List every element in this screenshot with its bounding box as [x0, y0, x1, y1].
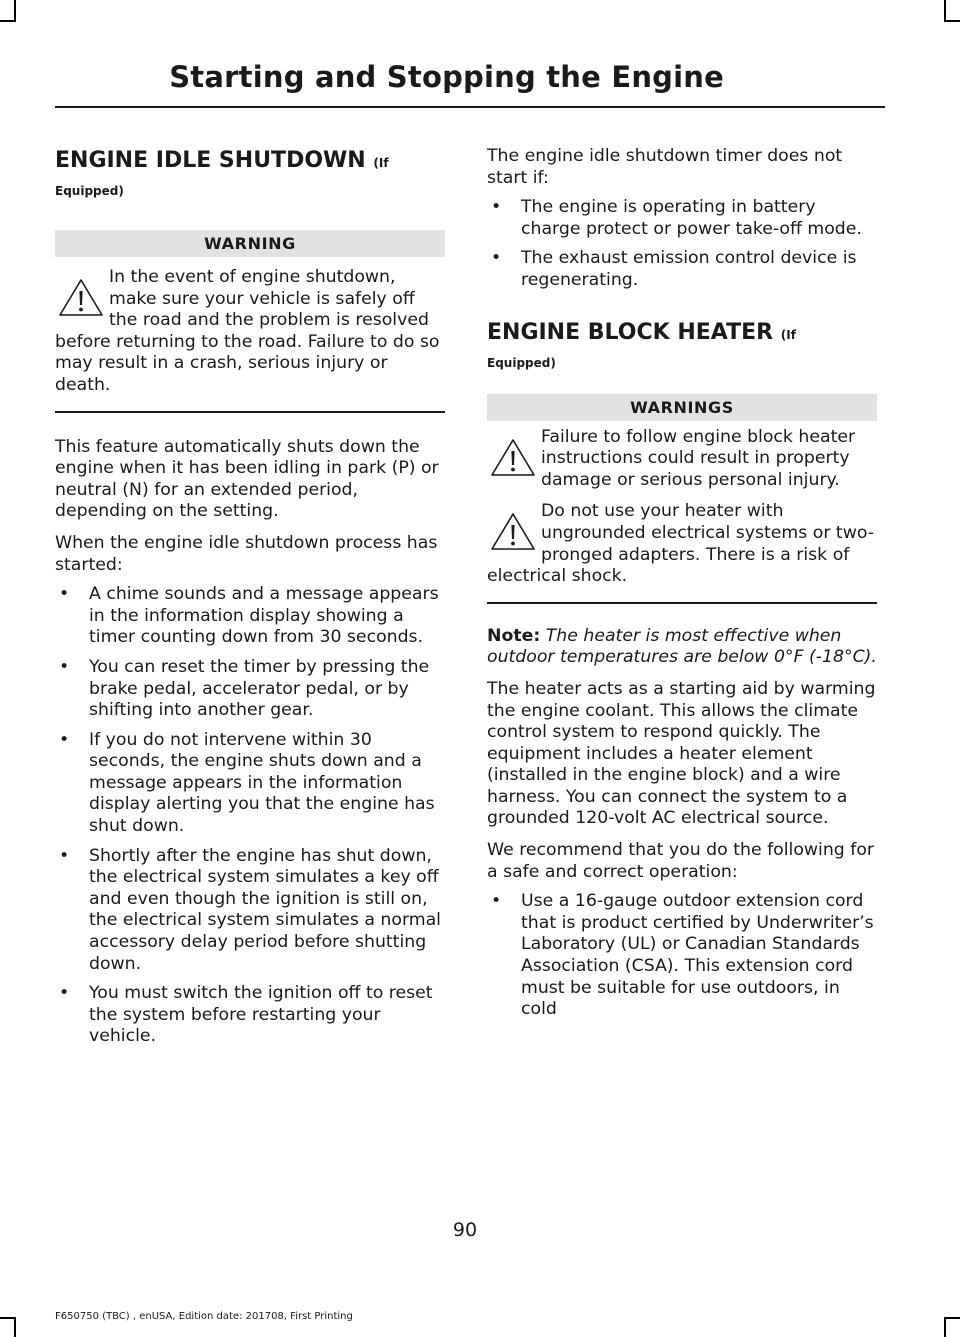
- list-item: [487, 248, 877, 291]
- header-divider: [55, 106, 885, 108]
- list-item-text: You must switch the ignition off to reset the system before restarting your vehicle.: [89, 983, 433, 1047]
- warning-end-rule: [55, 411, 445, 413]
- crop-mark: [0, 1317, 16, 1319]
- section-title-text: ENGINE IDLE SHUTDOWN: [55, 148, 366, 173]
- crop-mark: [944, 1317, 946, 1337]
- note-label: Note:: [487, 625, 541, 646]
- warning-triangle-icon: [489, 511, 537, 553]
- note-text: The heater is most effective when outdoor temperatures are below 0°F (-18°C).: [487, 625, 877, 668]
- warning-box: [487, 501, 877, 587]
- warning-text: Do not use your heater with ungrounded electrical systems or two-pronged adapters. There is a risk of electrical shock.: [487, 501, 874, 587]
- body-paragraph: This feature automatically shuts down the engine when it has been idling in park (P) or neutral (N) for an extended period, depending on the setting.: [55, 436, 439, 522]
- page-number: 90: [452, 1219, 478, 1241]
- section-qualifier: (If: [780, 327, 796, 342]
- crop-mark: [944, 0, 946, 20]
- warning-text: Failure to follow engine block heater instructions could result in property damage or serious personal injury.: [541, 426, 856, 490]
- bullet: •: [491, 891, 502, 912]
- section-title: [55, 146, 445, 178]
- bullet: •: [59, 729, 70, 750]
- list-item: [55, 730, 445, 838]
- list-item: [55, 983, 445, 1048]
- crop-mark: [14, 1317, 16, 1337]
- bullet: •: [59, 983, 70, 1004]
- list-item-text: The exhaust emission control device is regenerating.: [521, 248, 857, 290]
- list-item-text: Use a 16-gauge outdoor extension cord that is product certified by Underwriter’s Laboratory (UL) or Canadian Standards Association (CSA). This extension cord must be suitable for use outdoors, in cold: [521, 891, 874, 1020]
- bullet: •: [59, 584, 70, 605]
- list-item-text: You can reset the timer by pressing the brake pedal, accelerator pedal, or by shifting into another gear.: [89, 656, 430, 721]
- section-qualifier-cont: Equipped): [487, 355, 556, 370]
- section-title: [487, 318, 877, 350]
- list-item: [55, 657, 445, 722]
- warning-triangle-icon: [489, 437, 537, 479]
- list-item-text: If you do not intervene within 30 seconds, the engine shuts down and a message appears in the information display alerting you that the engine has shut down.: [89, 729, 435, 837]
- crop-mark: [14, 0, 16, 20]
- warning-header: WARNING: [55, 230, 445, 257]
- list-item: [487, 197, 877, 240]
- section-qualifier: (If: [373, 156, 389, 170]
- right-column: [487, 146, 877, 1021]
- body-paragraph: We recommend that you do the following for a safe and correct operation:: [487, 840, 875, 882]
- bullet: •: [59, 845, 70, 866]
- note-paragraph: [487, 626, 877, 669]
- page-header-title: Starting and Stopping the Engine: [169, 60, 724, 94]
- section-title-text: ENGINE BLOCK HEATER: [487, 319, 774, 345]
- warning-box: [487, 427, 877, 492]
- list-item-text: The engine is operating in battery charge protect or power take-off mode.: [521, 197, 862, 239]
- body-paragraph: The heater acts as a starting aid by warming the engine coolant. This allows the climate control system to respond quickly. The equipment includes a heater element (installed in the engine block) and a wire harness. You can connect the system to a grounded 120-volt AC electrical source.: [487, 678, 876, 829]
- list-item-text: A chime sounds and a message appears in the information display showing a timer counting down from 30 seconds.: [89, 584, 439, 648]
- warning-box: [55, 267, 445, 397]
- warning-end-rule: [487, 602, 877, 604]
- section-qualifier-cont: Equipped): [55, 184, 124, 198]
- warning-triangle-icon: [57, 277, 105, 319]
- body-paragraph: When the engine idle shutdown process has started:: [55, 532, 438, 575]
- list-item: [55, 846, 445, 976]
- list-item: [55, 584, 445, 649]
- list-item: [487, 891, 877, 1021]
- crop-mark: [944, 1317, 960, 1319]
- body-paragraph: The engine idle shutdown timer does not start if:: [487, 146, 843, 188]
- warnings-header: WARNINGS: [487, 394, 877, 421]
- bullet: •: [491, 248, 502, 269]
- warning-text: In the event of engine shutdown, make sure your vehicle is safely off the road and the problem is resolved before returning to the road. Failure to do so may result in a crash, serious injury or death.: [55, 267, 440, 395]
- left-column: [55, 146, 445, 1048]
- crop-mark: [0, 20, 16, 22]
- footer-text: F650750 (TBC) , enUSA, Edition date: 201708, First Printing: [55, 1311, 353, 1322]
- bullet: •: [491, 197, 502, 218]
- bullet: •: [59, 656, 70, 677]
- list-item-text: Shortly after the engine has shut down, the electrical system simulates a key off and even though the ignition is still on, the electrical system simulates a normal accessory delay period before shutting down.: [89, 845, 441, 974]
- crop-mark: [944, 20, 960, 22]
